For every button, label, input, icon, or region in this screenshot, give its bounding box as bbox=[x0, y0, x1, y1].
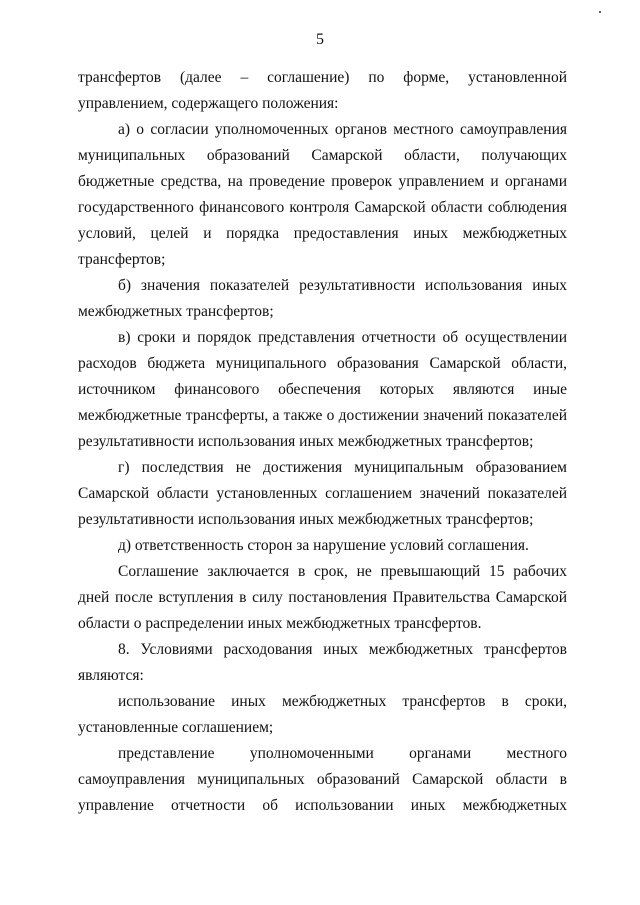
paragraph-item-g: г) последствия не достижения муниципальным образованием Самарской области установленных соглашением значений показателей результативности использования иных межбюджетных трансфертов; bbox=[78, 459, 567, 528]
paragraph-agreement-term: Соглашение заключается в срок, не превышающий 15 рабочих дней после вступления в силу постановления Правительства Самарской области о распределении иных межбюджетных трансфертов. bbox=[78, 563, 567, 632]
paragraph-item-a: а) о согласии уполномоченных органов местного самоуправления муниципальных образований Самарской области, получающих бюджетные средства, на проведение проверок управлением и органами государственного финансового контроля Самарской области соблюдения условий, целей и порядка предоставления иных межбюджетных трансфертов; bbox=[78, 121, 567, 268]
paragraph-item-b: б) значения показателей результативности использования иных межбюджетных трансфертов; bbox=[78, 277, 567, 320]
paragraph-reporting-condition: представление уполномоченными органами местного самоуправления муниципальных образований Самарской области в управление отчетности об использовании иных межбюджетных bbox=[78, 745, 567, 814]
page-number: 5 bbox=[316, 31, 324, 48]
scan-artifact-dot bbox=[599, 11, 601, 13]
paragraph-item-d: д) ответственность сторон за нарушение условий соглашения. bbox=[118, 537, 529, 554]
paragraph-usage-condition: использование иных межбюджетных трансфертов в сроки, установленные соглашением; bbox=[78, 693, 567, 736]
paragraph-section-8: 8. Условиями расходования иных межбюджетных трансфертов являются: bbox=[78, 641, 567, 684]
document-body bbox=[78, 65, 567, 819]
paragraph-intro: трансфертов (далее – соглашение) по форме, установленной управлением, содержащего положения: bbox=[78, 69, 567, 112]
paragraph-item-v: в) сроки и порядок представления отчетности об осуществлении расходов бюджета муниципального образования Самарской области, источником финансового обеспечения которых являются иные межбюджетные трансферты, а также о достижении значений показателей результативности использования иных межбюджетных трансфертов; bbox=[78, 329, 567, 450]
